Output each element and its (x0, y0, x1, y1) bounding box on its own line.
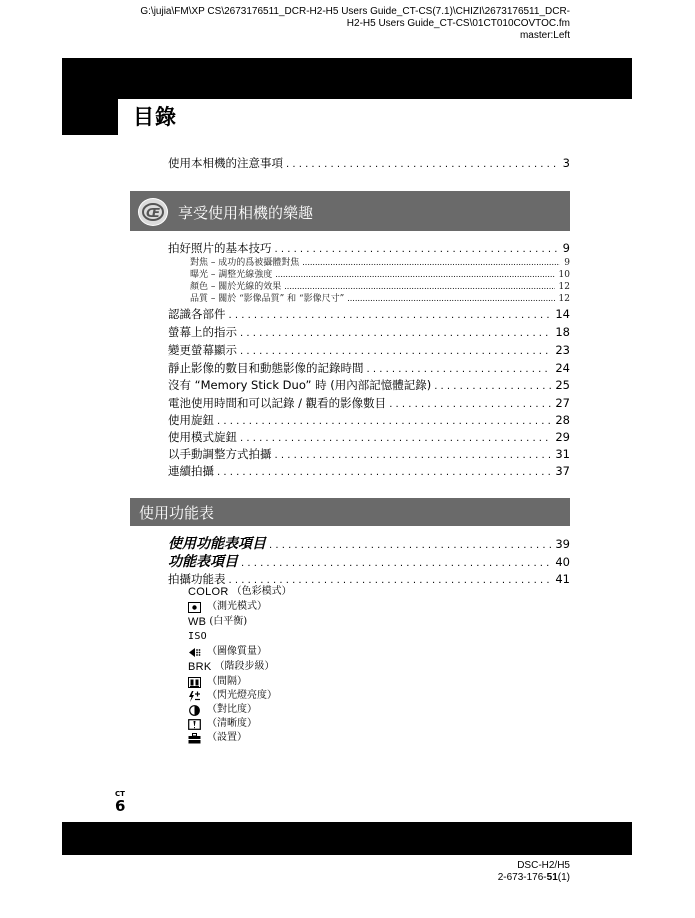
toc-entry-page: 29 (555, 430, 570, 444)
function-item-metering[interactable] (188, 600, 267, 614)
page-title: 目錄 (133, 105, 177, 129)
toc-leader-dots (275, 269, 554, 281)
section-title: 使用功能表 (139, 504, 215, 522)
function-desc: （測光模式） (207, 601, 267, 612)
toc-entry-page: 18 (555, 325, 570, 339)
toc-entry[interactable] (168, 446, 570, 463)
function-desc: （階段步級） (214, 661, 275, 672)
toc-entry[interactable] (168, 324, 570, 341)
toc-entry-title: 功能表項目 (168, 554, 238, 570)
toc-entry[interactable] (168, 377, 570, 394)
toc-leader-dots (367, 361, 552, 378)
function-label: WB (188, 616, 207, 628)
toc-entry[interactable] (168, 155, 570, 172)
function-item-contrast[interactable] (188, 703, 257, 717)
toc-leader-dots (229, 307, 552, 324)
toc-leader-dots (275, 241, 559, 258)
page-number: 6 (115, 797, 126, 815)
toc-entry-title: 電池使用時間和可以記錄 / 觀看的影像數目 (168, 396, 387, 410)
toc-subentry-page: 12 (558, 294, 570, 304)
toc-entry[interactable] (168, 240, 570, 257)
toc-entry-page: 24 (555, 361, 570, 375)
function-desc: (白平衡) (209, 616, 248, 627)
camera-enjoy-icon (138, 198, 168, 226)
toc-leader-dots (240, 430, 551, 447)
toc-entry[interactable] (168, 306, 570, 323)
toc-entry-title: 變更螢幕顯示 (168, 343, 237, 357)
toc-entry[interactable] (168, 360, 570, 377)
toc-subentry-title: 顏色 – 關於光線的效果 (190, 282, 282, 292)
function-desc: （對比度） (207, 704, 257, 715)
toc-entry[interactable] (168, 463, 570, 480)
toc-leader-dots (217, 413, 551, 430)
header-path-line: G:\jujia\FM\XP CS\2673176511_DCR-H2-H5 Users Guide_CT-CS(7.1)\CHIZI\2673176511_DCR- (140, 6, 570, 17)
function-desc: （色彩模式） (231, 586, 292, 597)
toc-entry-page: 27 (555, 396, 570, 410)
toc-entry-major[interactable] (168, 534, 570, 554)
toc-leader-dots (217, 464, 551, 481)
toc-subentry-title: 對焦 – 成功的爲被攝體對焦 (190, 258, 300, 268)
toc-subentry-page: 9 (564, 258, 570, 268)
footer-code-bold: 51 (546, 872, 558, 883)
function-item-brk[interactable] (188, 660, 275, 674)
toc-entry-title: 使用本相機的注意事項 (168, 156, 283, 170)
function-item-setup[interactable] (188, 731, 247, 745)
toc-entry-title: 以手動調整方式拍攝 (168, 447, 272, 461)
footer (498, 860, 570, 884)
toc-entry-title: 使用功能表項目 (168, 536, 266, 552)
toc-entry-page: 3 (562, 156, 570, 170)
toc-leader-dots (275, 447, 552, 464)
section-header-enjoy (130, 191, 570, 231)
footer-code-suffix: (1) (557, 872, 570, 883)
metering-mode-icon (188, 602, 201, 613)
function-desc: （間隔） (207, 676, 247, 687)
header-path-line: H2-H5 Users Guide_CT-CS\01CT010COVTOC.fm (346, 18, 570, 29)
function-desc: （閃光燈亮度） (207, 690, 277, 701)
toc-subentry[interactable] (190, 281, 570, 293)
toc-entry-page: 31 (555, 447, 570, 461)
toc-entry-page: 25 (555, 378, 570, 392)
section-header-menu (130, 498, 570, 526)
flash-level-icon (188, 691, 201, 702)
toc-leader-dots (389, 396, 551, 413)
toc-entry-title: 使用模式旋鈕 (168, 430, 237, 444)
toc-entry-page: 28 (555, 413, 570, 427)
function-item-wb[interactable] (188, 615, 247, 629)
section-title: 享受使用相機的樂趣 (178, 204, 314, 222)
toc-entry-title: 沒有 “Memory Stick Duo” 時 (用內部記憶體記錄) (168, 378, 432, 392)
toc-entry[interactable] (168, 342, 570, 359)
toc-entry[interactable] (168, 412, 570, 429)
function-label: COLOR (188, 586, 229, 598)
toc-entry-page: 9 (562, 241, 570, 255)
left-black-tab (62, 99, 118, 135)
toc-subentry-title: 曝光 – 調整光線強度 (190, 270, 273, 280)
sharpness-icon (188, 719, 201, 730)
function-item-sharpness[interactable] (188, 717, 257, 731)
toc-subentry[interactable] (190, 293, 570, 305)
interval-icon (188, 677, 201, 688)
toc-entry-page: 23 (555, 343, 570, 357)
function-desc: （清晰度） (207, 718, 257, 729)
toc-leader-dots (347, 293, 554, 305)
function-item-flash-level[interactable] (188, 689, 277, 703)
toc-entry-page: 41 (555, 572, 570, 586)
footer-code-prefix: 2-673-176- (497, 872, 547, 883)
toc-leader-dots (240, 325, 551, 342)
toc-entry-title: 認識各部件 (168, 307, 226, 321)
toc-entry-title: 拍攝功能表 (168, 572, 226, 586)
top-black-band (62, 58, 632, 99)
function-item-quality[interactable] (188, 645, 267, 659)
page-number-label: CT (115, 790, 125, 798)
header-file-path (90, 6, 570, 42)
toc-subentry[interactable] (190, 257, 570, 269)
footer-code (498, 872, 570, 884)
svg-text:Œ: Œ (146, 206, 161, 220)
toc-leader-dots (284, 281, 554, 293)
toc-entry-title: 螢幕上的指示 (168, 325, 237, 339)
toc-subentry-page: 10 (558, 270, 570, 280)
toc-leader-dots (286, 156, 559, 173)
toc-leader-dots (434, 378, 551, 395)
toc-entry-title: 拍好照片的基本技巧 (168, 241, 272, 255)
function-desc: （設置） (207, 732, 247, 743)
bottom-black-band (62, 822, 632, 855)
function-item-interval[interactable] (188, 675, 247, 689)
function-desc: （圖像質量） (207, 646, 267, 657)
toc-entry-title: 使用旋鈕 (168, 413, 214, 427)
function-item-color[interactable] (188, 585, 292, 599)
toc-subentry[interactable] (190, 269, 570, 281)
function-label: ISO (188, 631, 207, 642)
toc-leader-dots (240, 343, 551, 360)
header-path-line: master:Left (519, 30, 570, 41)
toc-entry-title: 靜止影像的數目和動態影像的記錄時間 (168, 361, 364, 375)
footer-model: DSC-H2/H5 (517, 860, 570, 871)
toc-entry-page: 40 (555, 555, 570, 569)
toc-entry[interactable] (168, 395, 570, 412)
toc-entry-title: 連續拍攝 (168, 464, 214, 478)
toc-entry-page: 14 (555, 307, 570, 321)
toc-leader-dots (302, 257, 560, 269)
toc-subentry-page: 12 (558, 282, 570, 292)
toc-entry-major[interactable] (168, 552, 570, 572)
toc-entry-page: 37 (555, 464, 570, 478)
contrast-icon (188, 705, 201, 716)
image-quality-icon (188, 647, 201, 658)
toc-entry-page: 39 (555, 537, 570, 551)
function-item-iso[interactable] (188, 630, 210, 644)
toc-subentry-title: 品質 – 關於 “影像品質” 和 “影像尺寸” (190, 294, 345, 304)
toc-entry[interactable] (168, 429, 570, 446)
function-label: BRK (188, 661, 212, 673)
setup-icon (188, 733, 201, 744)
